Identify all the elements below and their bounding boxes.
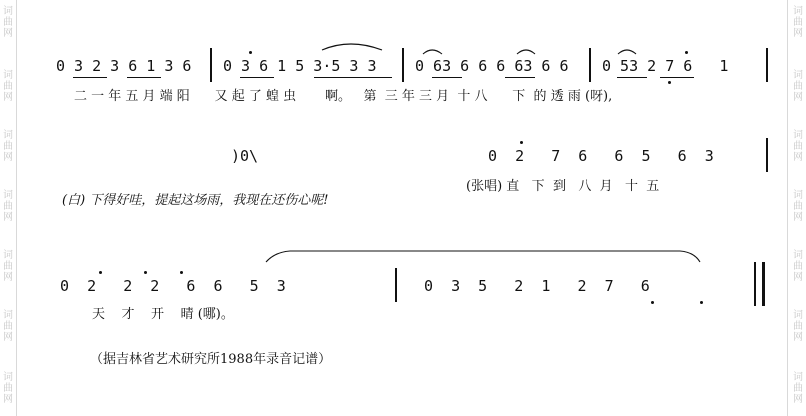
- watermark-right-2: 词曲网: [793, 70, 803, 103]
- lyric-line-2: (张唱) 直 下 到 八 月 十 五: [466, 179, 660, 194]
- long-slur: [266, 251, 700, 262]
- notation-system-3a: 0 2 2 2 6 6 5 3: [60, 277, 286, 295]
- notation-measure-1: 0 3 2 3 6 1 3 6: [56, 57, 192, 75]
- slur: [517, 50, 535, 54]
- notation-system-2: 0 2 7 6 6 5 6 3: [488, 147, 714, 165]
- source-note: （据吉林省艺术研究所1988年录音记谱）: [90, 352, 332, 367]
- watermark-right-7: 词曲网: [793, 372, 803, 405]
- notation-measure-4: 0 53 2 7 6 1: [602, 57, 729, 75]
- watermark-left-6: 词曲网: [3, 310, 13, 343]
- lyric-line-3: 天 才 开 晴 (哪)。: [92, 307, 234, 322]
- slur: [322, 44, 382, 50]
- watermark-right-5: 词曲网: [793, 250, 803, 283]
- watermark-right-4: 词曲网: [793, 190, 803, 223]
- lyric-line-1: 二 一 年 五 月 端 阳 又 起 了 蝗 虫 啊。 第 三 年 三 月 十 八 下 的 透 雨 (呀),: [74, 89, 613, 104]
- slur: [618, 50, 636, 54]
- notation-measure-3: 0 63 6 6 6 63 6 6: [415, 57, 569, 75]
- watermark-right-6: 词曲网: [793, 310, 803, 343]
- notation-system-3b: 0 3 5 2 1 2 7 6: [424, 277, 650, 295]
- slur: [423, 50, 442, 54]
- watermark-left-2: 词曲网: [3, 70, 13, 103]
- watermark-left-1: 词曲网: [3, 6, 13, 39]
- watermark-left-4: 词曲网: [3, 190, 13, 223]
- rest-fragment: )0\: [231, 147, 259, 165]
- watermark-left-3: 词曲网: [3, 130, 13, 163]
- spoken-dialogue: (白) 下得好哇，提起这场雨，我现在还伤心呢!: [62, 193, 329, 208]
- watermark-left-7: 词曲网: [3, 372, 13, 405]
- watermark-left-5: 词曲网: [3, 250, 13, 283]
- notation-measure-2: 0 3 6 1 5 3·5 3 3: [223, 57, 377, 75]
- watermark-right-1: 词曲网: [793, 6, 803, 39]
- watermark-right-3: 词曲网: [793, 130, 803, 163]
